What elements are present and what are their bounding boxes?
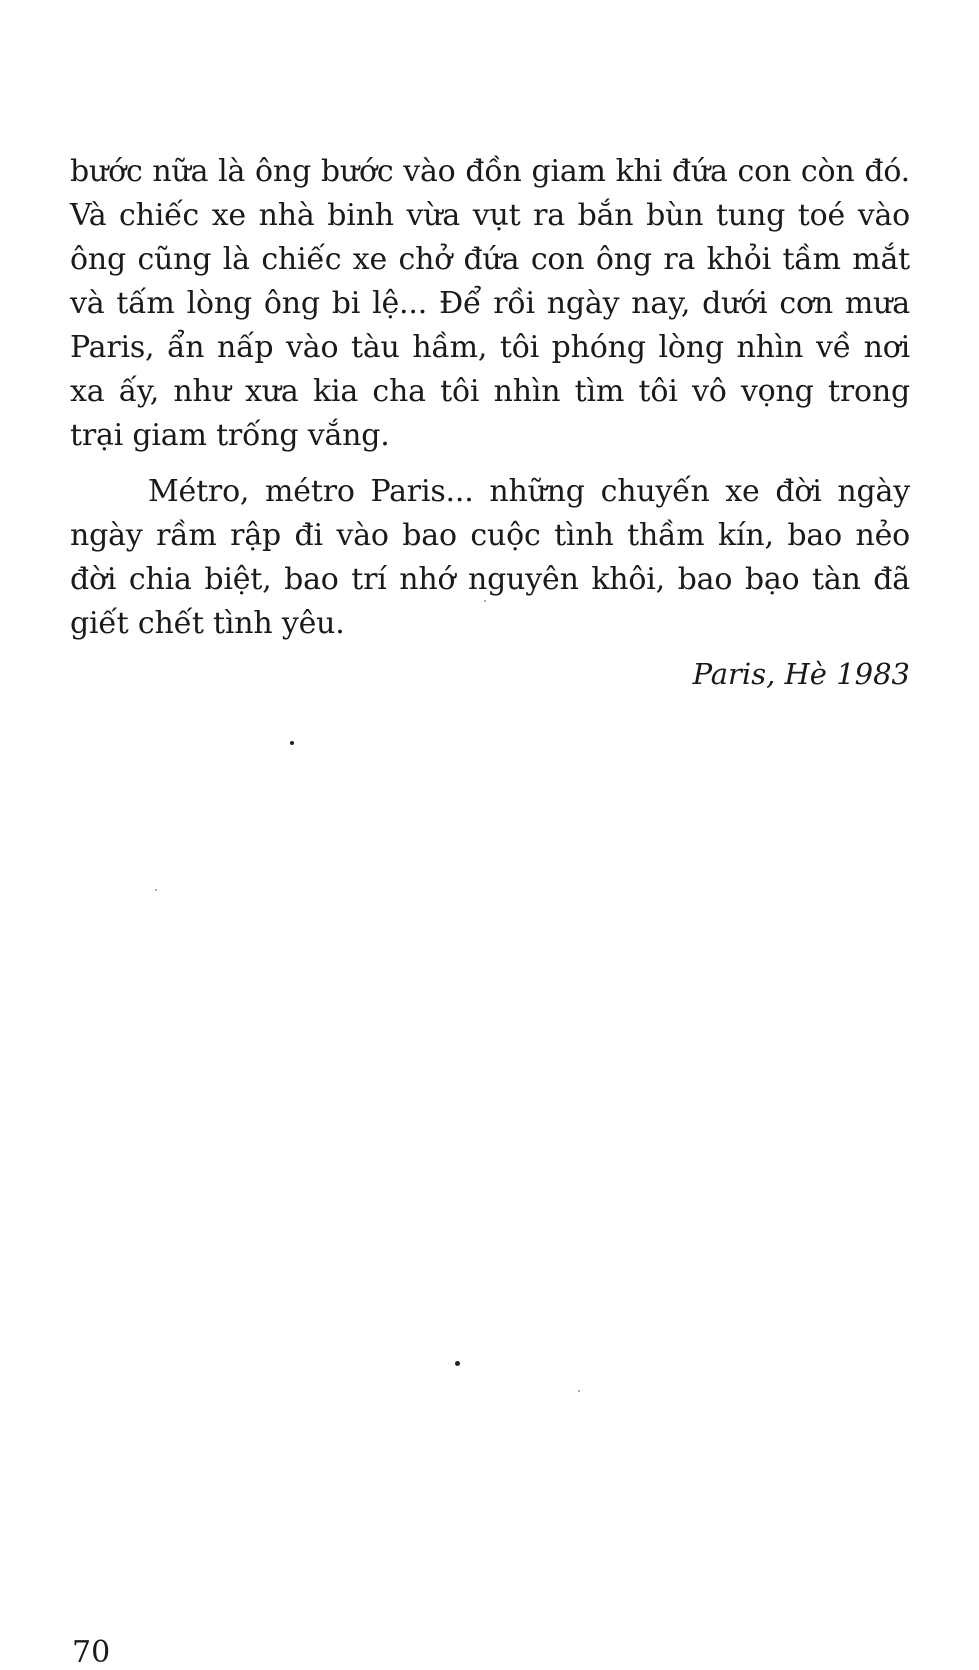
scan-speck	[155, 889, 157, 891]
paragraph-1: bước nữa là ông bước vào đồn giam khi đứa con còn đó. Và chiếc xe nhà binh vừa vụt ra bắn bùn tung toé vào ông cũng là chiếc xe chở đứa con ông ra khỏi tầm mắt và tấm lòng ông bi lệ... Để rồi ngày nay, dưới cơn mưa Paris, ẩn nấp vào tàu hầm, tôi phóng lòng nhìn về nơi xa ấy, như xưa kia cha tôi nhìn tìm tôi vô vọng trong trại giam trống vắng.	[70, 154, 910, 453]
signature-dateline: Paris, Hè 1983	[692, 657, 910, 691]
page-number: 70	[72, 1635, 111, 1670]
scan-speck	[290, 741, 294, 745]
scan-speck	[578, 1390, 580, 1392]
paragraph-2: Métro, métro Paris... những chuyến xe đời ngày ngày rầm rập đi vào bao cuộc tình thầm kín, bao nẻo đời chia biệt, bao trí nhớ nguyên khôi, bao bạo tàn đã giết chết tình yêu.	[70, 474, 910, 641]
page-body	[70, 150, 910, 694]
scan-speck	[484, 600, 486, 602]
scan-speck	[455, 1361, 460, 1366]
